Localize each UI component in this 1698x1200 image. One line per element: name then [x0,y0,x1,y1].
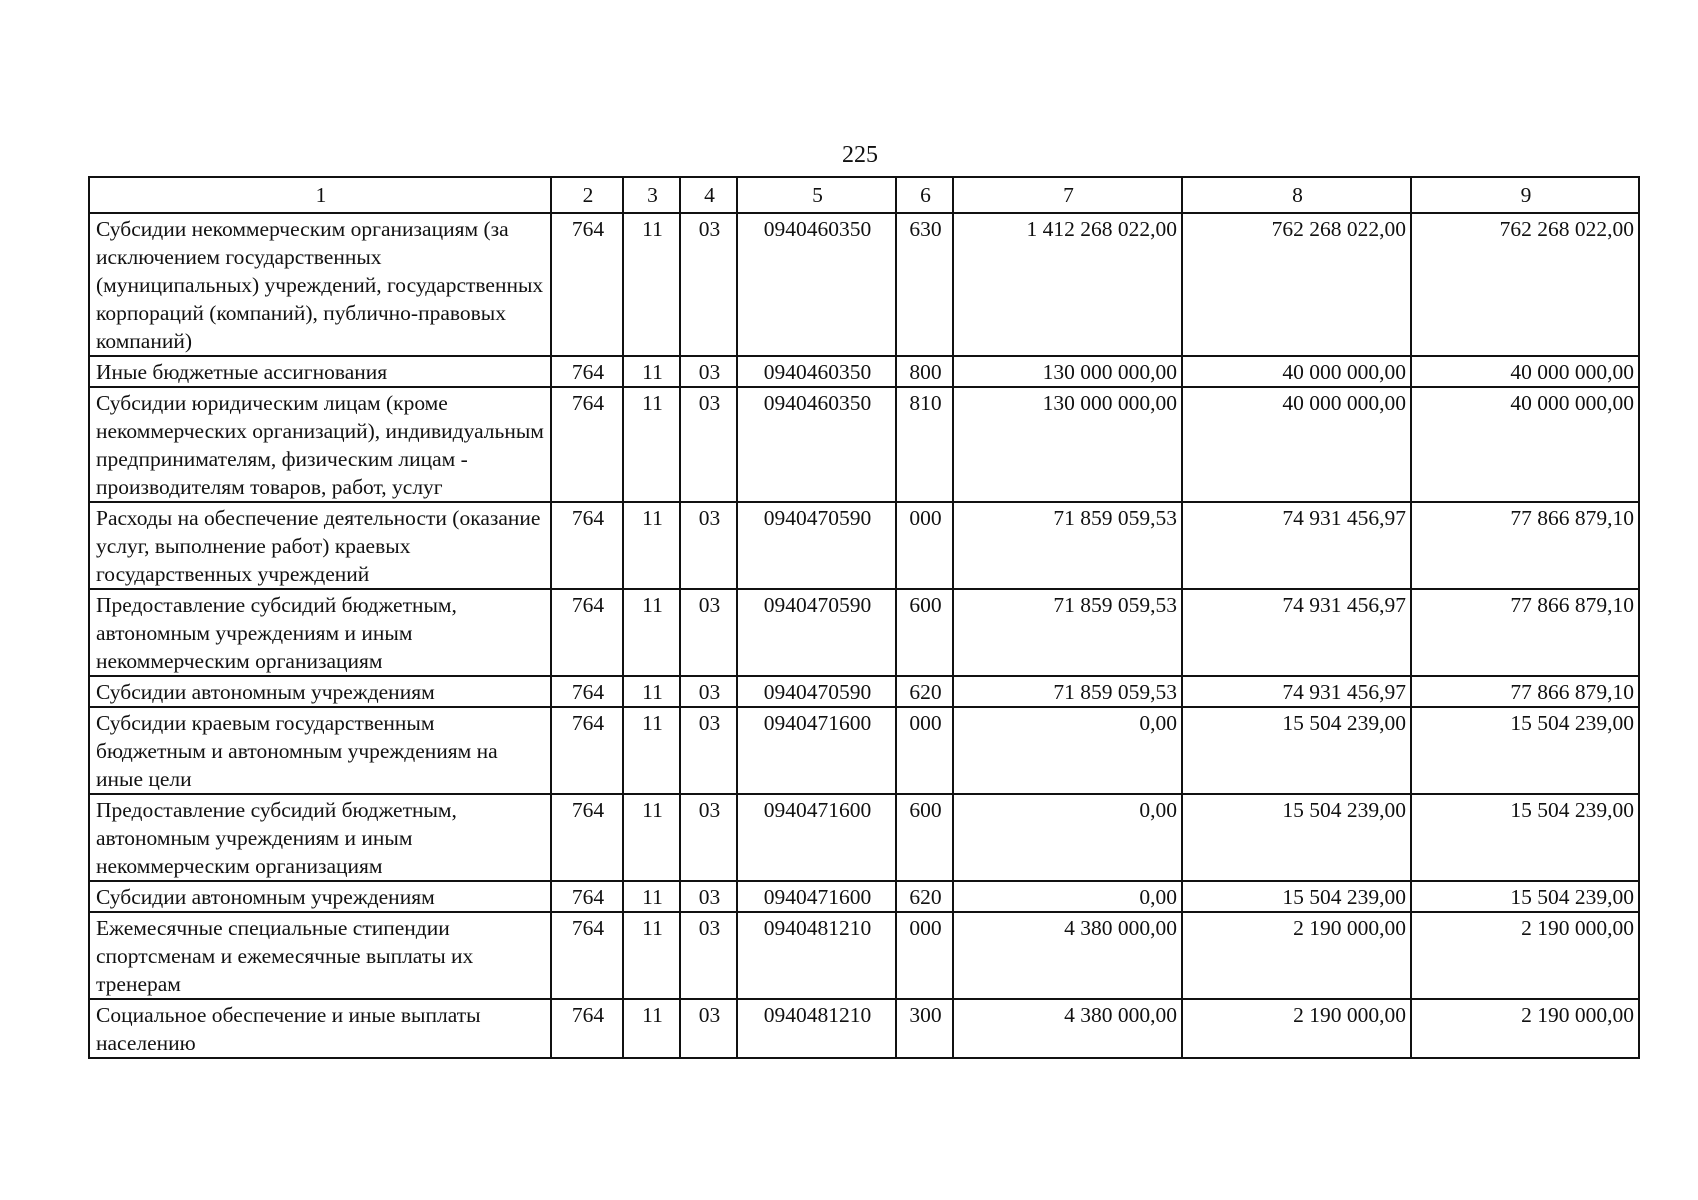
subsection-code: 03 [680,356,737,387]
expense-name: Ежемесячные специальные стипендии спортсменам и ежемесячные выплаты их тренерам [89,912,551,999]
section-code: 11 [623,387,680,502]
table-row [89,589,1639,676]
amount-col7: 1 412 268 022,00 [953,213,1182,356]
amount-col9: 40 000 000,00 [1411,356,1639,387]
expense-name: Субсидии автономным учреждениям [89,881,551,912]
expense-type-code: 000 [896,912,953,999]
ministry-code: 764 [551,213,623,356]
table-row [89,213,1639,356]
budget-table [88,176,1640,1059]
header-cell: 6 [896,177,953,213]
subsection-code: 03 [680,794,737,881]
amount-col8: 15 504 239,00 [1182,707,1411,794]
amount-col7: 0,00 [953,707,1182,794]
expense-type-code: 620 [896,881,953,912]
amount-col7: 71 859 059,53 [953,502,1182,589]
section-code: 11 [623,912,680,999]
amount-col8: 40 000 000,00 [1182,387,1411,502]
ministry-code: 764 [551,794,623,881]
section-code: 11 [623,213,680,356]
target-article-code: 0940470590 [737,676,896,707]
target-article-code: 0940460350 [737,387,896,502]
subsection-code: 03 [680,589,737,676]
section-code: 11 [623,502,680,589]
expense-type-code: 600 [896,794,953,881]
amount-col8: 40 000 000,00 [1182,356,1411,387]
subsection-code: 03 [680,707,737,794]
header-cell: 1 [89,177,551,213]
table-row [89,707,1639,794]
subsection-code: 03 [680,387,737,502]
expense-name: Расходы на обеспечение деятельности (оказание услуг, выполнение работ) краевых государственных учреждений [89,502,551,589]
header-cell: 4 [680,177,737,213]
ministry-code: 764 [551,999,623,1058]
subsection-code: 03 [680,502,737,589]
target-article-code: 0940460350 [737,213,896,356]
section-code: 11 [623,881,680,912]
expense-name: Субсидии краевым государственным бюджетным и автономным учреждениям на иные цели [89,707,551,794]
table-row [89,999,1639,1058]
target-article-code: 0940471600 [737,881,896,912]
amount-col8: 762 268 022,00 [1182,213,1411,356]
table-row [89,794,1639,881]
amount-col9: 2 190 000,00 [1411,999,1639,1058]
expense-type-code: 620 [896,676,953,707]
target-article-code: 0940470590 [737,589,896,676]
amount-col8: 74 931 456,97 [1182,676,1411,707]
ministry-code: 764 [551,356,623,387]
target-article-code: 0940470590 [737,502,896,589]
subsection-code: 03 [680,881,737,912]
amount-col7: 71 859 059,53 [953,676,1182,707]
table-row [89,912,1639,999]
amount-col9: 762 268 022,00 [1411,213,1639,356]
expense-name: Субсидии автономным учреждениям [89,676,551,707]
target-article-code: 0940471600 [737,794,896,881]
page-number: 225 [842,142,878,168]
amount-col9: 15 504 239,00 [1411,794,1639,881]
expense-type-code: 600 [896,589,953,676]
expense-type-code: 000 [896,502,953,589]
amount-col7: 130 000 000,00 [953,387,1182,502]
target-article-code: 0940471600 [737,707,896,794]
amount-col8: 15 504 239,00 [1182,794,1411,881]
expense-type-code: 800 [896,356,953,387]
amount-col9: 15 504 239,00 [1411,707,1639,794]
amount-col9: 15 504 239,00 [1411,881,1639,912]
ministry-code: 764 [551,387,623,502]
section-code: 11 [623,794,680,881]
amount-col9: 2 190 000,00 [1411,912,1639,999]
amount-col8: 2 190 000,00 [1182,912,1411,999]
ministry-code: 764 [551,589,623,676]
target-article-code: 0940481210 [737,912,896,999]
expense-name: Субсидии юридическим лицам (кроме некоммерческих организаций), индивидуальным предпринимателям, физическим лицам - производителям товаров, работ, услуг [89,387,551,502]
ministry-code: 764 [551,707,623,794]
ministry-code: 764 [551,912,623,999]
amount-col7: 4 380 000,00 [953,999,1182,1058]
ministry-code: 764 [551,676,623,707]
subsection-code: 03 [680,676,737,707]
amount-col9: 77 866 879,10 [1411,676,1639,707]
expense-name: Предоставление субсидий бюджетным, автономным учреждениям и иным некоммерческим организациям [89,794,551,881]
header-cell: 8 [1182,177,1411,213]
table-row [89,676,1639,707]
subsection-code: 03 [680,912,737,999]
target-article-code: 0940460350 [737,356,896,387]
amount-col8: 74 931 456,97 [1182,589,1411,676]
amount-col9: 77 866 879,10 [1411,502,1639,589]
expense-type-code: 810 [896,387,953,502]
expense-type-code: 300 [896,999,953,1058]
expense-name: Предоставление субсидий бюджетным, автономным учреждениям и иным некоммерческим организациям [89,589,551,676]
target-article-code: 0940481210 [737,999,896,1058]
amount-col7: 4 380 000,00 [953,912,1182,999]
subsection-code: 03 [680,999,737,1058]
table-row [89,387,1639,502]
expense-name: Субсидии некоммерческим организациям (за исключением государственных (муниципальных) учреждений, государственных корпораций (компаний), публично-правовых компаний) [89,213,551,356]
ministry-code: 764 [551,502,623,589]
header-cell: 5 [737,177,896,213]
table-row [89,356,1639,387]
amount-col9: 40 000 000,00 [1411,387,1639,502]
subsection-code: 03 [680,213,737,356]
amount-col8: 15 504 239,00 [1182,881,1411,912]
amount-col7: 130 000 000,00 [953,356,1182,387]
section-code: 11 [623,676,680,707]
ministry-code: 764 [551,881,623,912]
header-cell: 3 [623,177,680,213]
table-row [89,502,1639,589]
amount-col7: 0,00 [953,794,1182,881]
amount-col8: 74 931 456,97 [1182,502,1411,589]
section-code: 11 [623,999,680,1058]
section-code: 11 [623,356,680,387]
amount-col9: 77 866 879,10 [1411,589,1639,676]
header-cell: 2 [551,177,623,213]
section-code: 11 [623,589,680,676]
amount-col7: 0,00 [953,881,1182,912]
amount-col7: 71 859 059,53 [953,589,1182,676]
section-code: 11 [623,707,680,794]
header-cell: 9 [1411,177,1639,213]
expense-name: Социальное обеспечение и иные выплаты населению [89,999,551,1058]
header-row [89,177,1639,213]
expense-name: Иные бюджетные ассигнования [89,356,551,387]
table-row [89,881,1639,912]
header-cell: 7 [953,177,1182,213]
expense-type-code: 000 [896,707,953,794]
expense-type-code: 630 [896,213,953,356]
amount-col8: 2 190 000,00 [1182,999,1411,1058]
